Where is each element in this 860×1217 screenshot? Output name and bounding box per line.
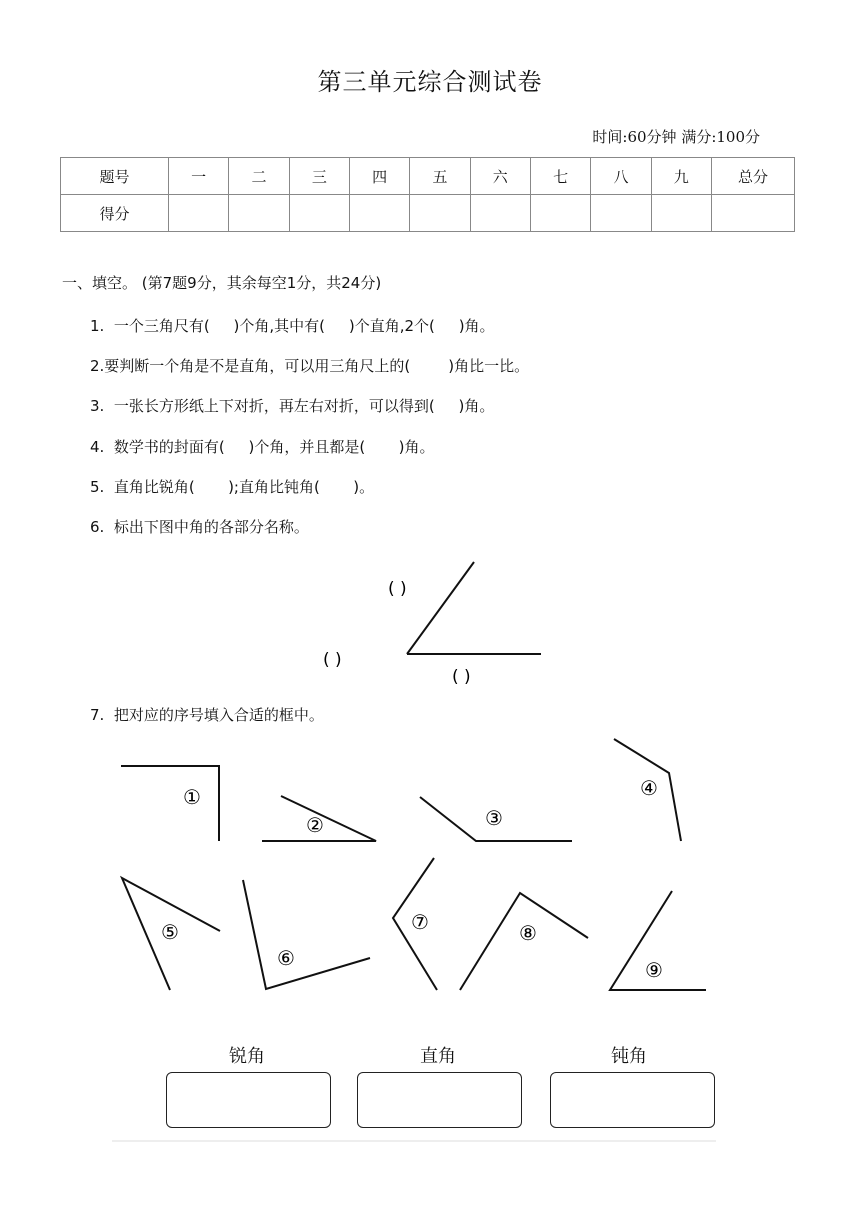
- right-angle-answer-box[interactable]: [357, 1072, 522, 1128]
- angle-7-label: ⑦: [411, 910, 429, 934]
- obtuse-angle-answer-box[interactable]: [550, 1072, 715, 1128]
- question-5: 5. 直角比锐角( );直角比钝角( )。: [90, 478, 375, 496]
- acute-angle-answer-box[interactable]: [166, 1072, 331, 1128]
- angle-3-label: ③: [485, 806, 503, 830]
- score-header-cell: 八: [591, 158, 651, 195]
- score-header-cell: 题号: [61, 158, 169, 195]
- angle-8-label: ⑧: [519, 921, 537, 945]
- score-header-cell: 七: [530, 158, 590, 195]
- blank-side-label: ( ): [452, 667, 471, 687]
- page-title: 第三单元综合测试卷: [317, 68, 543, 96]
- angle-9-label: ⑨: [645, 958, 663, 982]
- angle-2-label: ②: [306, 813, 324, 837]
- question-7: 7. 把对应的序号填入合适的框中。: [90, 706, 324, 724]
- bin-label-acute: 锐角: [229, 1046, 265, 1067]
- blank-vertex-label: ( ): [323, 650, 342, 670]
- score-header-cell: 三: [289, 158, 349, 195]
- question-1: 1. 一个三角尺有( )个角,其中有( )个直角,2个( )角。: [90, 317, 495, 335]
- score-header-cell: 总分: [712, 158, 795, 195]
- angle-6-label: ⑥: [277, 946, 295, 970]
- angle-1-label: ①: [183, 785, 201, 809]
- blank-side-label: ( ): [388, 579, 407, 599]
- question-6: 6. 标出下图中角的各部分名称。: [90, 518, 309, 536]
- score-header-cell: 九: [651, 158, 711, 195]
- score-header-cell: 五: [410, 158, 470, 195]
- angle-4-label: ④: [640, 776, 658, 800]
- bin-label-obtuse: 钝角: [611, 1046, 647, 1067]
- bin-label-right: 直角: [420, 1046, 456, 1067]
- angle-6-shape: [243, 880, 370, 989]
- angle-1-shape: [121, 766, 219, 841]
- score-header-cell: 二: [229, 158, 289, 195]
- exam-meta: 时间:60分钟 满分:100分: [592, 128, 760, 146]
- question-3: 3. 一张长方形纸上下对折，再左右对折，可以得到( )角。: [90, 397, 495, 415]
- question-2: 2.要判断一个角是不是直角，可以用三角尺上的( )角比一比。: [90, 357, 530, 375]
- score-header-cell: 六: [470, 158, 530, 195]
- score-header-cell: 四: [349, 158, 409, 195]
- section-heading: 一、填空。 (第7题9分，其余每空1分，共24分): [62, 274, 382, 292]
- score-row-label: 得分: [61, 195, 169, 232]
- score-header-cell: 一: [169, 158, 229, 195]
- question-4: 4. 数学书的封面有( )个角，并且都是( )角。: [90, 438, 435, 456]
- angle-5-label: ⑤: [161, 920, 179, 944]
